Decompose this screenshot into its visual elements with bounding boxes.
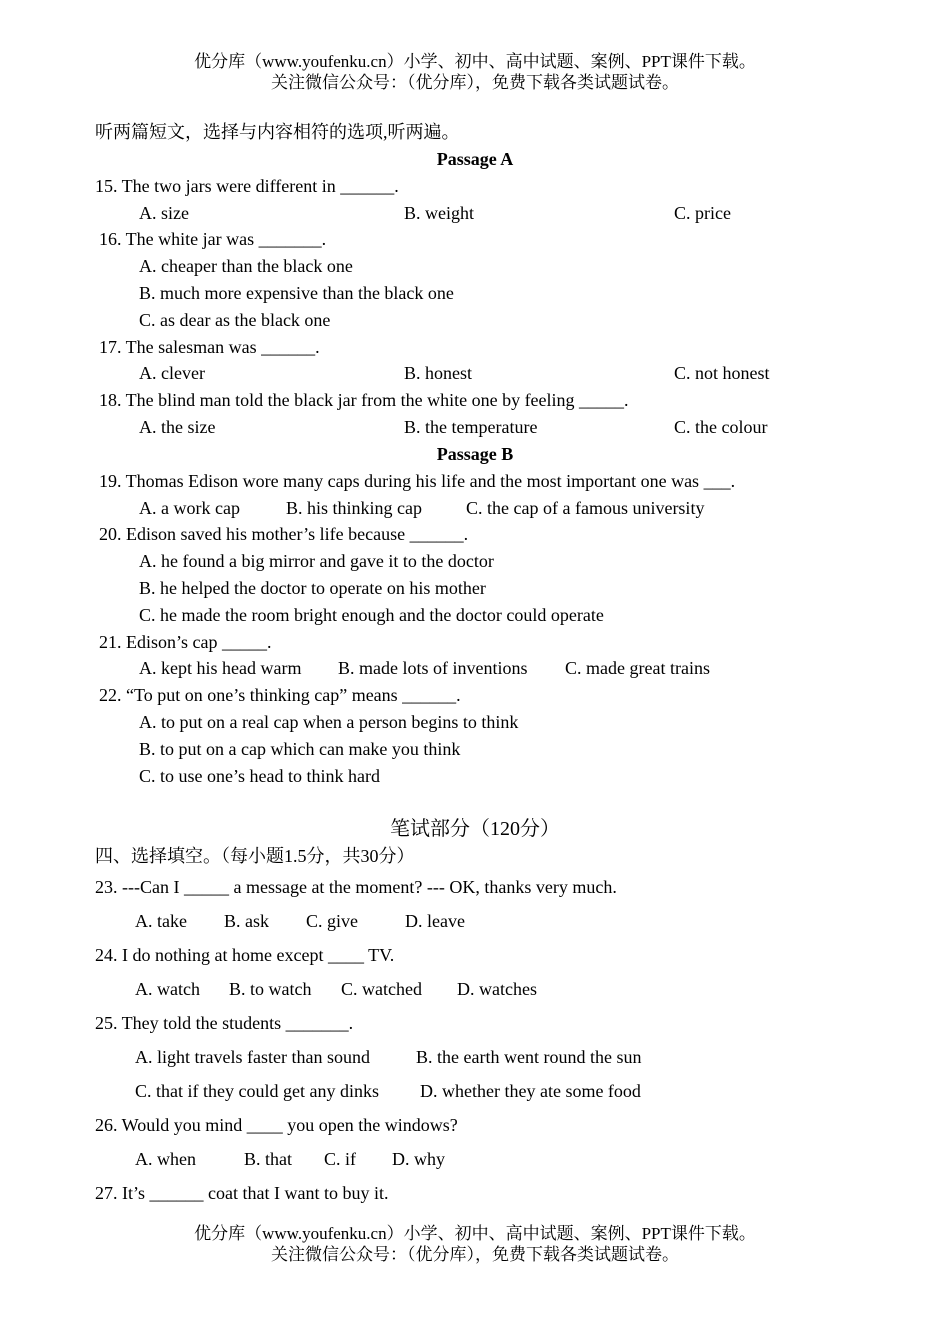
- question-26-stem: 26. Would you mind ____ you open the windows?: [95, 1115, 458, 1135]
- question-18-option-c: C. the colour: [674, 417, 768, 437]
- question-25-option-a: A. light travels faster than sound: [135, 1047, 370, 1067]
- passage-b-title: Passage B: [436, 444, 514, 464]
- question-15-stem: 15. The two jars were different in ______.: [95, 176, 399, 196]
- question-20-option-c: C. he made the room bright enough and the doctor could operate: [139, 605, 604, 625]
- question-22-option-a: A. to put on a real cap when a person begins to think: [139, 712, 519, 732]
- written-section-title: 笔试部分（120分）: [390, 818, 560, 840]
- header-line-1: 优分库（www.youfenku.cn）小学、初中、高中试题、案例、PPT课件下载。: [194, 52, 756, 71]
- question-15-option-a: A. size: [139, 203, 189, 223]
- question-21-stem: 21. Edison’s cap _____.: [99, 632, 272, 652]
- footer-line-2: 关注微信公众号：（优分库），免费下载各类试题试卷。: [271, 1245, 679, 1264]
- question-23-option-a: A. take: [135, 911, 187, 931]
- question-23-option-d: D. leave: [405, 911, 465, 931]
- question-26-option-c: C. if: [324, 1149, 357, 1169]
- question-15-option-b: B. weight: [404, 203, 474, 223]
- section-4-heading: 四、选择填空。（每小题1.5分，共30分）: [95, 846, 415, 866]
- header-line-2: 关注微信公众号：（优分库），免费下载各类试题试卷。: [271, 73, 679, 92]
- question-25-option-c: C. that if they could get any dinks: [135, 1081, 379, 1101]
- question-21-option-a: A. kept his head warm: [139, 658, 302, 678]
- question-19-stem: 19. Thomas Edison wore many caps during his life and the most important one was ___.: [99, 471, 736, 491]
- passage-a-title: Passage A: [436, 149, 514, 169]
- question-22-stem: 22. “To put on one’s thinking cap” means ______.: [99, 685, 461, 705]
- question-25-option-d: D. whether they ate some food: [420, 1081, 641, 1101]
- question-18-option-a: A. the size: [139, 417, 216, 437]
- question-17-option-b: B. honest: [404, 363, 473, 383]
- question-16-option-b: B. much more expensive than the black one: [139, 283, 454, 303]
- question-22-option-c: C. to use one’s head to think hard: [139, 766, 380, 786]
- question-26-option-d: D. why: [392, 1149, 445, 1169]
- question-26-option-a: A. when: [135, 1149, 196, 1169]
- question-25-stem: 25. They told the students _______.: [95, 1013, 354, 1033]
- question-16-option-a: A. cheaper than the black one: [139, 256, 353, 276]
- question-20-option-b: B. he helped the doctor to operate on his mother: [139, 578, 486, 598]
- question-15-option-c: C. price: [674, 203, 731, 223]
- question-20-option-a: A. he found a big mirror and gave it to the doctor: [139, 551, 494, 571]
- question-24-option-a: A. watch: [135, 979, 200, 999]
- question-16-stem: 16. The white jar was _______.: [99, 229, 327, 249]
- question-19-option-b: B. his thinking cap: [286, 498, 422, 518]
- question-19-option-a: A. a work cap: [139, 498, 240, 518]
- question-24-stem: 24. I do nothing at home except ____ TV.: [95, 945, 395, 965]
- question-18-stem: 18. The blind man told the black jar from the white one by feeling _____.: [99, 390, 629, 410]
- question-27-stem: 27. It’s ______ coat that I want to buy it.: [95, 1183, 389, 1203]
- question-24-option-b: B. to watch: [229, 979, 312, 999]
- question-17-stem: 17. The salesman was ______.: [99, 337, 320, 357]
- question-17-option-c: C. not honest: [674, 363, 770, 383]
- question-20-stem: 20. Edison saved his mother’s life because ______.: [99, 524, 469, 544]
- question-24-option-d: D. watches: [457, 979, 537, 999]
- question-22-option-b: B. to put on a cap which can make you think: [139, 739, 461, 759]
- question-19-option-c: C. the cap of a famous university: [466, 498, 705, 518]
- listening-instruction: 听两篇短文，选择与内容相符的选项,听两遍。: [95, 122, 460, 142]
- question-18-option-b: B. the temperature: [404, 417, 538, 437]
- question-26-option-b: B. that: [244, 1149, 292, 1169]
- question-23-option-c: C. give: [306, 911, 358, 931]
- question-21-option-b: B. made lots of inventions: [338, 658, 528, 678]
- question-21-option-c: C. made great trains: [565, 658, 710, 678]
- question-24-option-c: C. watched: [341, 979, 422, 999]
- question-17-option-a: A. clever: [139, 363, 205, 383]
- question-23-stem: 23. ---Can I _____ a message at the moment? --- OK, thanks very much.: [95, 877, 617, 897]
- question-25-option-b: B. the earth went round the sun: [416, 1047, 642, 1067]
- question-23-option-b: B. ask: [224, 911, 269, 931]
- footer-line-1: 优分库（www.youfenku.cn）小学、初中、高中试题、案例、PPT课件下载。: [194, 1224, 756, 1243]
- question-16-option-c: C. as dear as the black one: [139, 310, 331, 330]
